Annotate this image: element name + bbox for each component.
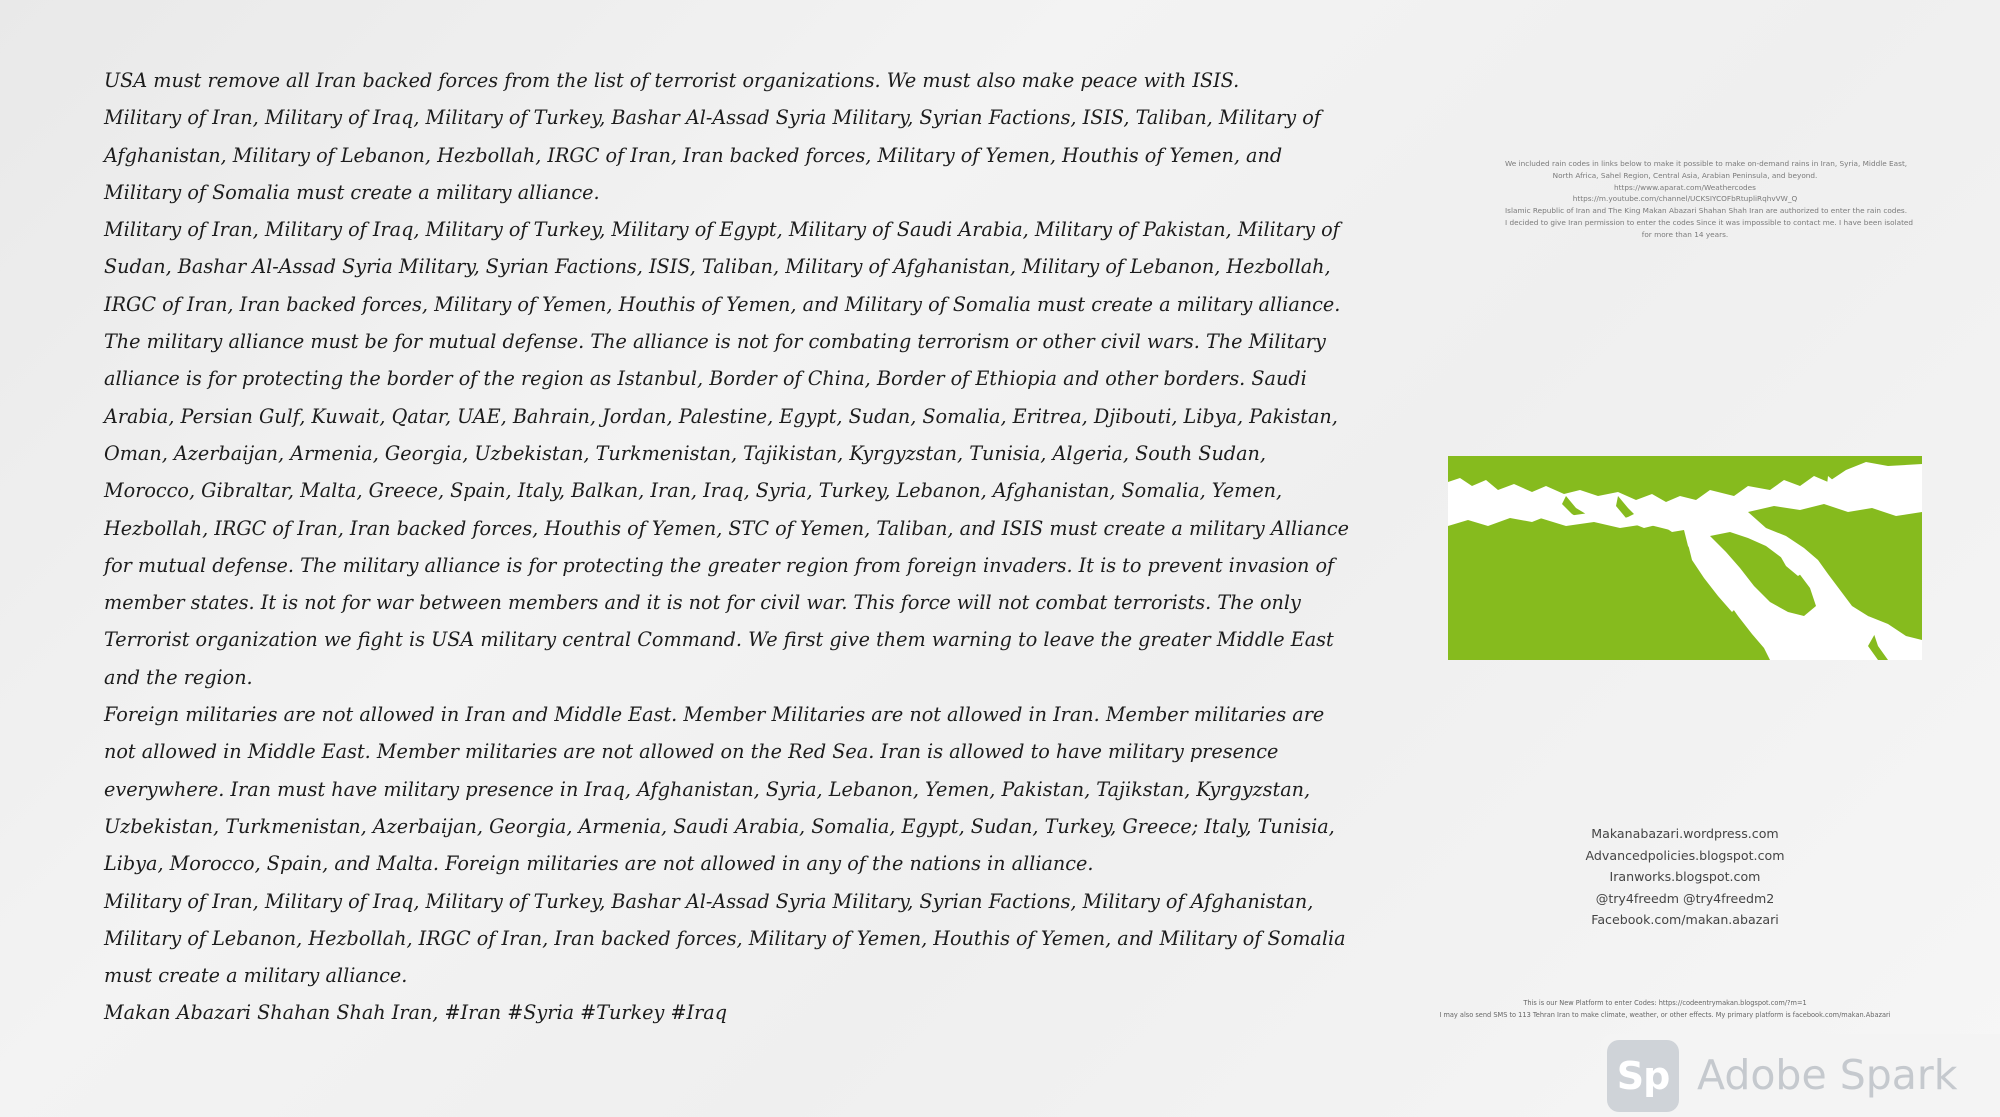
signature-line: Makan Abazari Shahan Shah Iran, #Iran #Syria #Turkey #Iraq — [104, 1001, 727, 1025]
notice-line: I decided to give Iran permission to enter the codes Since it was impossible to contact me. I have been isolated — [1505, 217, 1914, 227]
map-graphic — [1448, 456, 1922, 660]
paragraph-foreign-militaries: Foreign militaries are not allowed in Iran and Middle East. Member Militaries are not allowed in Iran. Member militaries are not allowed in Middle East. Member militaries are not allowed on the Red Sea. Iran is allowed to have military presence everywhere. Iran must have military presence in Iraq, Afghanistan, Syria, Lebanon, Yemen, Pakistan, Tajikstan, Kyrgyzstan, Uzbekistan, Turkmenistan, Azerbaijan, Georgia, Armenia, Saudi Arabia, Somalia, Egypt, Sudan, Turkey, Greece; Italy, Tunisia, Libya, Morocco, Spain, and Malta. Foreign militaries are not allowed in any of the nations in alliance. — [104, 703, 1335, 876]
footer-note-line: I may also send SMS to 113 Tehran Iran to make climate, weather, or other effects. My primary platform is facebook.com/makan.Abazari — [1439, 1011, 1891, 1019]
paragraph-alliance-3: Military of Iran, Military of Iraq, Military of Turkey, Bashar Al-Assad Syria Military, Syrian Factions, Military of Afghanistan, Military of Lebanon, Hezbollah, IRGC of Iran, Iran backed forces, Military of Yemen, Houthis of Yemen, and Military of Somalia must create a military alliance. — [104, 889, 1346, 988]
adobe-spark-logo-icon: Sp — [1607, 1040, 1679, 1112]
twitter-handles[interactable]: @try4freedm @try4freedm2 — [1595, 890, 1775, 906]
paragraph-remove-terrorist-list: USA must remove all Iran backed forces from the list of terrorist organizations. We must also make peace with ISIS. — [104, 69, 1240, 92]
notice-line: North Africa, Sahel Region, Central Asia, Arabian Peninsula, and beyond. — [1552, 170, 1818, 180]
middle-east-map — [1448, 456, 1922, 660]
rain-codes-notice — [1505, 158, 1914, 241]
adobe-spark-badge[interactable] — [1601, 1034, 2000, 1117]
paragraph-alliance-1: Military of Iran, Military of Iraq, Military of Turkey, Bashar Al-Assad Syria Military, Syrian Factions, ISIS, Taliban, Military of Afghanistan, Military of Lebanon, Hezbollah, IRGC of Iran, Iran backed forces, Military of Yemen, Houthis of Yemen, and Military of Somalia must create a military alliance. — [104, 106, 1321, 204]
adobe-spark-name: Adobe Spark — [1697, 1051, 1958, 1099]
link-advancedpolicies[interactable]: Advancedpolicies.blogspot.com — [1585, 847, 1785, 863]
notice-link-aparat[interactable]: https://www.aparat.com/Weathercodes — [1614, 182, 1756, 192]
footer-note — [1420, 997, 1910, 1021]
notice-line: Islamic Republic of Iran and The King Makan Abazari Shahan Shah Iran are authorized to enter the rain codes. — [1505, 206, 1908, 216]
link-facebook[interactable]: Facebook.com/makan.abazari — [1591, 912, 1779, 928]
notice-line: for more than 14 years. — [1641, 229, 1729, 239]
footer-note-line: This is our New Platform to enter Codes: https://codeentrymakan.blogspot.com/?m=1 — [1523, 999, 1807, 1007]
notice-line: We included rain codes in links below to make it possible to make on-demand rains in Iran, Syria, Middle East, — [1505, 159, 1908, 168]
notice-link-youtube[interactable]: https://m.youtube.com/channel/UCKSIYCOFbRtupliRqhvVW_Q — [1572, 194, 1798, 204]
link-wordpress[interactable]: Makanabazari.wordpress.com — [1591, 826, 1779, 841]
paragraph-alliance-2: Military of Iran, Military of Iraq, Military of Turkey, Military of Egypt, Military of Saudi Arabia, Military of Pakistan, Military of Sudan, Bashar Al-Assad Syria Military, Syrian Factions, ISIS, Taliban, Military of Afghanistan, Military of Lebanon, Hezbollah, IRGC of Iran, Iran backed forces, Military of Yemen, Houthis of Yemen, and Military of Somalia must create a military alliance. — [104, 218, 1341, 316]
main-text-block — [104, 62, 1354, 1032]
link-iranworks[interactable]: Iranworks.blogspot.com — [1609, 869, 1761, 885]
links-list — [1485, 823, 1885, 931]
paragraph-mutual-defense: The military alliance must be for mutual defense. The alliance is not for combating terrorism or other civil wars. The Military alliance is for protecting the border of the region as Istanbul, Border of China, Border of Ethiopia and other borders. Saudi Arabia, Persian Gulf, Kuwait, Qatar, UAE, Bahrain, Jordan, Palestine, Egypt, Sudan, Somalia, Eritrea, Djibouti, Libya, Pakistan, Oman, Azerbaijan, Armenia, Georgia, Uzbekistan, Turkmenistan, Tajikistan, Kyrgyzstan, Tunisia, Algeria, South Sudan, Morocco, Gibraltar, Malta, Greece, Spain, Italy, Balkan, Iran, Iraq, Syria, Turkey, Lebanon, Afghanistan, Somalia, Yemen, Hezbollah, IRGC of Iran, Iran backed forces, Houthis of Yemen, STC of Yemen, Taliban, and ISIS must create a military Alliance for mutual defense. The military alliance is for protecting the greater region from foreign invaders. It is to prevent invasion of member states. It is not for war between members and it is not for civil war. This force will not combat terrorists. The only Terrorist organization we fight is USA military central Command. We first give them warning to leave the greater Middle East and the region. — [104, 330, 1350, 689]
